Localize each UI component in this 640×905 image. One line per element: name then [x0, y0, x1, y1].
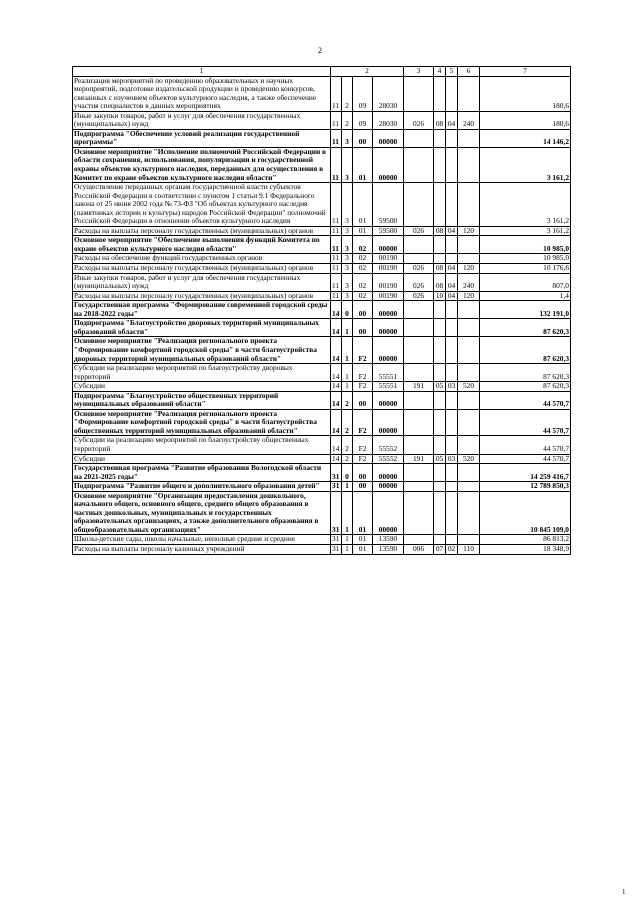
cell-expense-type: [458, 482, 480, 492]
cell-admin-code: [404, 409, 434, 436]
cell-expense-type: [458, 391, 480, 409]
cell-program-code: 11: [331, 183, 342, 227]
cell-measure-code: 01: [353, 147, 373, 182]
cell-admin-code: [404, 337, 434, 364]
header-col-1: 1: [73, 67, 331, 77]
cell-measure-code: 00: [353, 464, 373, 482]
cell-expense-type: 520: [458, 382, 480, 392]
cell-amount: 14 146,2: [480, 129, 571, 147]
cell-measure-code: F2: [353, 337, 373, 364]
cell-amount: 1,4: [480, 291, 571, 301]
cell-admin-code: [404, 301, 434, 319]
cell-program-code: 31: [331, 482, 342, 492]
cell-admin-code: [404, 129, 434, 147]
cell-admin-code: [404, 491, 434, 535]
cell-description: Основное мероприятие "Обеспечение выполнения функций Комитета по охране объектов культурного наследия области": [73, 236, 331, 254]
table-row: [73, 254, 571, 264]
cell-subprogram-code: 1: [342, 535, 353, 545]
cell-measure-code: F2: [353, 436, 373, 454]
cell-program-code: 14: [331, 337, 342, 364]
cell-program-code: 11: [331, 129, 342, 147]
table-row: [73, 337, 571, 364]
cell-direction-code: 13590: [373, 535, 404, 545]
cell-section-code: 10: [434, 291, 446, 301]
cell-direction-code: 59500: [373, 226, 404, 236]
table-row: [73, 464, 571, 482]
cell-program-code: 14: [331, 319, 342, 337]
cell-amount: 87 620,3: [480, 319, 571, 337]
cell-admin-code: [404, 364, 434, 382]
cell-section-code: [434, 76, 446, 111]
cell-admin-code: 006: [404, 544, 434, 554]
cell-admin-code: [404, 76, 434, 111]
cell-admin-code: 026: [404, 226, 434, 236]
cell-direction-code: 00000: [373, 491, 404, 535]
cell-expense-type: 240: [458, 273, 480, 291]
cell-amount: 44 570,7: [480, 454, 571, 464]
table-row: [73, 264, 571, 274]
cell-direction-code: 28030: [373, 76, 404, 111]
cell-description: Государственная программа "Формирование современной городской среды на 2018-2022 годы": [73, 301, 331, 319]
cell-subprogram-code: 2: [342, 391, 353, 409]
cell-expense-type: [458, 76, 480, 111]
cell-measure-code: 01: [353, 226, 373, 236]
cell-amount: 87 620,3: [480, 364, 571, 382]
cell-program-code: 11: [331, 273, 342, 291]
cell-measure-code: 00: [353, 129, 373, 147]
cell-section-code: [434, 535, 446, 545]
cell-measure-code: 01: [353, 491, 373, 535]
cell-program-code: 11: [331, 254, 342, 264]
cell-direction-code: 00000: [373, 464, 404, 482]
cell-section-code: [434, 364, 446, 382]
cell-subprogram-code: 2: [342, 436, 353, 454]
cell-section-code: 05: [434, 454, 446, 464]
cell-measure-code: 02: [353, 273, 373, 291]
table-row: [73, 183, 571, 227]
cell-description: Иные закупки товаров, работ и услуг для обеспечения государственных (муниципальных) нужд: [73, 273, 331, 291]
cell-subsection-code: [446, 301, 458, 319]
table-row: [73, 319, 571, 337]
cell-direction-code: 00000: [373, 337, 404, 364]
cell-program-code: 31: [331, 535, 342, 545]
header-col-2: 2: [331, 67, 404, 77]
cell-subsection-code: [446, 391, 458, 409]
cell-subprogram-code: 1: [342, 364, 353, 382]
cell-measure-code: F2: [353, 364, 373, 382]
cell-section-code: [434, 491, 446, 535]
cell-amount: 10 985,0: [480, 236, 571, 254]
cell-subsection-code: 02: [446, 544, 458, 554]
cell-program-code: 14: [331, 364, 342, 382]
cell-direction-code: 00000: [373, 409, 404, 436]
cell-section-code: 05: [434, 382, 446, 392]
cell-expense-type: 120: [458, 264, 480, 274]
cell-subprogram-code: 3: [342, 147, 353, 182]
cell-amount: 14 259 416,7: [480, 464, 571, 482]
cell-measure-code: 02: [353, 254, 373, 264]
cell-description: Основное мероприятие "Организация предоставления дошкольного, начального общего, основного общего, среднего общего образования в частных дошкольных, муниципальных и государственных образовательных организациях, а также дополнительного образования в общеобразовательных организациях": [73, 491, 331, 535]
cell-direction-code: 55551: [373, 382, 404, 392]
cell-amount: 87 620,3: [480, 337, 571, 364]
cell-subprogram-code: 3: [342, 236, 353, 254]
cell-subprogram-code: 1: [342, 482, 353, 492]
cell-subprogram-code: 2: [342, 454, 353, 464]
cell-section-code: [434, 436, 446, 454]
cell-description: Иные закупки товаров, работ и услуг для обеспечения государственных (муниципальных) нужд: [73, 111, 331, 129]
cell-amount: 180,6: [480, 76, 571, 111]
cell-direction-code: 00190: [373, 291, 404, 301]
cell-description: Субсидии на реализацию мероприятий по благоустройству дворовых территорий: [73, 364, 331, 382]
cell-subsection-code: [446, 183, 458, 227]
table-row: [73, 391, 571, 409]
cell-subsection-code: [446, 482, 458, 492]
cell-subprogram-code: 3: [342, 264, 353, 274]
cell-section-code: [434, 236, 446, 254]
cell-subprogram-code: 3: [342, 129, 353, 147]
cell-subsection-code: 04: [446, 111, 458, 129]
cell-program-code: 11: [331, 236, 342, 254]
table-row: [73, 436, 571, 454]
cell-admin-code: [404, 464, 434, 482]
table-body: [73, 76, 571, 554]
cell-expense-type: [458, 236, 480, 254]
cell-subsection-code: [446, 491, 458, 535]
cell-description: Подпрограмма "Благоустройство общественных территорий муниципальных образований области": [73, 391, 331, 409]
cell-amount: 3 161,2: [480, 226, 571, 236]
cell-subsection-code: 04: [446, 273, 458, 291]
cell-subsection-code: [446, 364, 458, 382]
cell-measure-code: 01: [353, 183, 373, 227]
cell-description: Школы-детские сады, школы начальные, неполные средние и средние: [73, 535, 331, 545]
table-row: [73, 226, 571, 236]
cell-admin-code: [404, 254, 434, 264]
cell-amount: 3 161,2: [480, 183, 571, 227]
cell-description: Государственная программа "Развитие образования Вологодской области на 2021-2025 годы": [73, 464, 331, 482]
cell-measure-code: 00: [353, 319, 373, 337]
cell-measure-code: 02: [353, 264, 373, 274]
cell-amount: 132 191,0: [480, 301, 571, 319]
header-col-5: 5: [446, 67, 458, 77]
table-row: [73, 454, 571, 464]
cell-admin-code: [404, 482, 434, 492]
cell-measure-code: 02: [353, 236, 373, 254]
table-row: [73, 76, 571, 111]
budget-table: [72, 66, 571, 555]
cell-admin-code: 026: [404, 273, 434, 291]
cell-direction-code: 00000: [373, 129, 404, 147]
cell-description: Субсидии на реализацию мероприятий по благоустройству общественных территорий: [73, 436, 331, 454]
cell-description: Субсидии: [73, 382, 331, 392]
cell-section-code: 08: [434, 273, 446, 291]
cell-subsection-code: [446, 319, 458, 337]
cell-subprogram-code: 1: [342, 319, 353, 337]
cell-section-code: [434, 409, 446, 436]
cell-admin-code: [404, 535, 434, 545]
cell-subprogram-code: 0: [342, 301, 353, 319]
cell-section-code: [434, 254, 446, 264]
cell-subprogram-code: 2: [342, 76, 353, 111]
table-row: [73, 491, 571, 535]
cell-direction-code: 00190: [373, 264, 404, 274]
cell-description: Реализация мероприятий по проведению образовательных и научных мероприятий, подготовке издательской продукции и проведению конкурсов, связанных с изучением объектов культурного наследия, а также обеспечение участия специалистов в данных мероприятиях: [73, 76, 331, 111]
cell-measure-code: F2: [353, 382, 373, 392]
header-col-3: 3: [404, 67, 434, 77]
cell-subprogram-code: 3: [342, 183, 353, 227]
cell-direction-code: 00190: [373, 273, 404, 291]
cell-subprogram-code: 2: [342, 111, 353, 129]
cell-program-code: 11: [331, 226, 342, 236]
cell-program-code: 14: [331, 436, 342, 454]
cell-direction-code: 55552: [373, 436, 404, 454]
cell-admin-code: [404, 183, 434, 227]
cell-section-code: [434, 482, 446, 492]
cell-subsection-code: [446, 76, 458, 111]
cell-subsection-code: [446, 436, 458, 454]
table-row: [73, 409, 571, 436]
cell-section-code: [434, 301, 446, 319]
cell-amount: 180,6: [480, 111, 571, 129]
cell-description: Подпрограмма "Благоустройство дворовых территорий муниципальных образований области": [73, 319, 331, 337]
cell-expense-type: [458, 319, 480, 337]
cell-direction-code: 28030: [373, 111, 404, 129]
cell-subprogram-code: 2: [342, 409, 353, 436]
cell-program-code: 31: [331, 544, 342, 554]
cell-section-code: [434, 129, 446, 147]
cell-subprogram-code: 1: [342, 382, 353, 392]
cell-expense-type: 240: [458, 111, 480, 129]
cell-direction-code: 55551: [373, 364, 404, 382]
header-col-4: 4: [434, 67, 446, 77]
cell-description: Расходы на выплаты персоналу государственных (муниципальных) органов: [73, 264, 331, 274]
cell-admin-code: [404, 391, 434, 409]
cell-measure-code: 01: [353, 535, 373, 545]
cell-direction-code: 00000: [373, 236, 404, 254]
cell-expense-type: [458, 129, 480, 147]
cell-section-code: [434, 337, 446, 364]
cell-measure-code: 09: [353, 76, 373, 111]
cell-description: Расходы на выплаты персоналу государственных (муниципальных) органов: [73, 291, 331, 301]
cell-section-code: [434, 183, 446, 227]
cell-amount: 87 620,3: [480, 382, 571, 392]
cell-amount: 44 570,7: [480, 436, 571, 454]
cell-direction-code: 00000: [373, 319, 404, 337]
cell-direction-code: 13590: [373, 544, 404, 554]
cell-expense-type: [458, 301, 480, 319]
table-header-row: [73, 67, 571, 77]
table-row: [73, 111, 571, 129]
cell-direction-code: 00000: [373, 301, 404, 319]
cell-admin-code: [404, 236, 434, 254]
cell-description: Основное мероприятие "Реализация регионального проекта "Формирование комфортной городской среды" в части благоустройства дворовых территорий муниципальных образований области": [73, 337, 331, 364]
table-row: [73, 364, 571, 382]
cell-section-code: [434, 464, 446, 482]
cell-direction-code: 59500: [373, 183, 404, 227]
cell-admin-code: 191: [404, 382, 434, 392]
cell-amount: 3 161,2: [480, 147, 571, 182]
cell-expense-type: [458, 337, 480, 364]
cell-expense-type: 520: [458, 454, 480, 464]
cell-admin-code: [404, 319, 434, 337]
cell-admin-code: 191: [404, 454, 434, 464]
cell-program-code: 14: [331, 409, 342, 436]
table-row: [73, 236, 571, 254]
cell-expense-type: 110: [458, 544, 480, 554]
table-row: [73, 301, 571, 319]
cell-program-code: 14: [331, 301, 342, 319]
cell-description: Осуществление переданных органам государственной власти субъектов Российской Федерации в соответствии с пунктом 1 статьи 9.1 Федерального закона от 25 июня 2002 года № 73-ФЗ "Об объектах культурного наследия (памятниках истории и культуры) народов Российской Федерации" полномочий Российской Федерации в отношении объектов культурного наследия: [73, 183, 331, 227]
cell-subprogram-code: 1: [342, 544, 353, 554]
cell-description: Расходы на выплаты персоналу казенных учреждений: [73, 544, 331, 554]
cell-description: Субсидии: [73, 454, 331, 464]
cell-measure-code: F2: [353, 409, 373, 436]
cell-direction-code: 00000: [373, 482, 404, 492]
cell-amount: 12 789 850,3: [480, 482, 571, 492]
cell-subsection-code: [446, 254, 458, 264]
cell-program-code: 11: [331, 291, 342, 301]
header-col-7: 7: [480, 67, 571, 77]
cell-amount: 18 348,9: [480, 544, 571, 554]
cell-program-code: 11: [331, 111, 342, 129]
cell-program-code: 11: [331, 264, 342, 274]
cell-expense-type: [458, 409, 480, 436]
cell-subsection-code: [446, 535, 458, 545]
cell-direction-code: 55552: [373, 454, 404, 464]
cell-admin-code: 026: [404, 291, 434, 301]
cell-admin-code: [404, 436, 434, 454]
cell-program-code: 11: [331, 76, 342, 111]
cell-subsection-code: 03: [446, 454, 458, 464]
header-col-6: 6: [458, 67, 480, 77]
cell-subsection-code: 04: [446, 226, 458, 236]
cell-direction-code: 00190: [373, 254, 404, 264]
table-row: [73, 273, 571, 291]
table-row: [73, 129, 571, 147]
cell-measure-code: 00: [353, 391, 373, 409]
cell-measure-code: 01: [353, 544, 373, 554]
cell-expense-type: 120: [458, 291, 480, 301]
cell-program-code: 11: [331, 147, 342, 182]
cell-subsection-code: 03: [446, 382, 458, 392]
cell-amount: 10 985,0: [480, 254, 571, 264]
cell-section-code: 08: [434, 264, 446, 274]
page-number: 2: [318, 46, 322, 55]
cell-subsection-code: 04: [446, 291, 458, 301]
cell-measure-code: 00: [353, 301, 373, 319]
cell-section-code: 08: [434, 226, 446, 236]
cell-expense-type: [458, 491, 480, 535]
cell-subsection-code: [446, 409, 458, 436]
cell-description: Основное мероприятие "Исполнение полномочий Российской Федерации в области сохранения, использования, популяризации и государственной охраны объектов культурного наследия, переданных для осуществления в Комитет по охране объектов культурного наследия области": [73, 147, 331, 182]
cell-description: Основное мероприятие "Реализация регионального проекта "Формирование комфортной городской среды" в части благоустройства общественных территорий муниципальных образований области": [73, 409, 331, 436]
cell-expense-type: [458, 183, 480, 227]
cell-subprogram-code: 3: [342, 291, 353, 301]
cell-expense-type: [458, 147, 480, 182]
cell-measure-code: 02: [353, 291, 373, 301]
cell-amount: 86 813,2: [480, 535, 571, 545]
cell-subsection-code: [446, 236, 458, 254]
table-row: [73, 482, 571, 492]
cell-program-code: 14: [331, 382, 342, 392]
cell-measure-code: 00: [353, 482, 373, 492]
cell-subprogram-code: 0: [342, 464, 353, 482]
cell-section-code: 08: [434, 111, 446, 129]
cell-subprogram-code: 3: [342, 226, 353, 236]
cell-admin-code: 026: [404, 111, 434, 129]
cell-description: Расходы на обеспечение функций государственных органов: [73, 254, 331, 264]
cell-description: Подпрограмма "Обеспечение условий реализации государственной программы": [73, 129, 331, 147]
cell-amount: 44 570,7: [480, 409, 571, 436]
cell-subprogram-code: 1: [342, 491, 353, 535]
cell-program-code: 31: [331, 491, 342, 535]
cell-amount: 807,0: [480, 273, 571, 291]
cell-admin-code: 026: [404, 264, 434, 274]
cell-section-code: [434, 391, 446, 409]
cell-description: Расходы на выплаты персоналу государственных (муниципальных) органов: [73, 226, 331, 236]
table-row: [73, 544, 571, 554]
cell-amount: 44 570,7: [480, 391, 571, 409]
table-row: [73, 382, 571, 392]
cell-subsection-code: [446, 337, 458, 364]
cell-subsection-code: [446, 147, 458, 182]
cell-expense-type: [458, 464, 480, 482]
cell-amount: 10 176,6: [480, 264, 571, 274]
cell-subprogram-code: 3: [342, 273, 353, 291]
cell-measure-code: F2: [353, 454, 373, 464]
cell-subsection-code: 04: [446, 264, 458, 274]
cell-program-code: 31: [331, 464, 342, 482]
cell-subsection-code: [446, 464, 458, 482]
cell-description: Подпрограмма "Развитие общего и дополнительного образования детей": [73, 482, 331, 492]
cell-direction-code: 00000: [373, 391, 404, 409]
cell-subsection-code: [446, 129, 458, 147]
cell-section-code: 07: [434, 544, 446, 554]
corner-mark: 1: [622, 888, 626, 896]
cell-admin-code: [404, 147, 434, 182]
cell-direction-code: 00000: [373, 147, 404, 182]
cell-program-code: 14: [331, 454, 342, 464]
table-row: [73, 291, 571, 301]
cell-expense-type: [458, 535, 480, 545]
table-row: [73, 535, 571, 545]
table-row: [73, 147, 571, 182]
cell-expense-type: [458, 254, 480, 264]
cell-expense-type: 120: [458, 226, 480, 236]
cell-subprogram-code: 1: [342, 337, 353, 364]
cell-expense-type: [458, 436, 480, 454]
cell-section-code: [434, 147, 446, 182]
cell-program-code: 14: [331, 391, 342, 409]
cell-measure-code: 09: [353, 111, 373, 129]
cell-section-code: [434, 319, 446, 337]
cell-subprogram-code: 3: [342, 254, 353, 264]
cell-expense-type: [458, 364, 480, 382]
cell-amount: 10 845 109,0: [480, 491, 571, 535]
